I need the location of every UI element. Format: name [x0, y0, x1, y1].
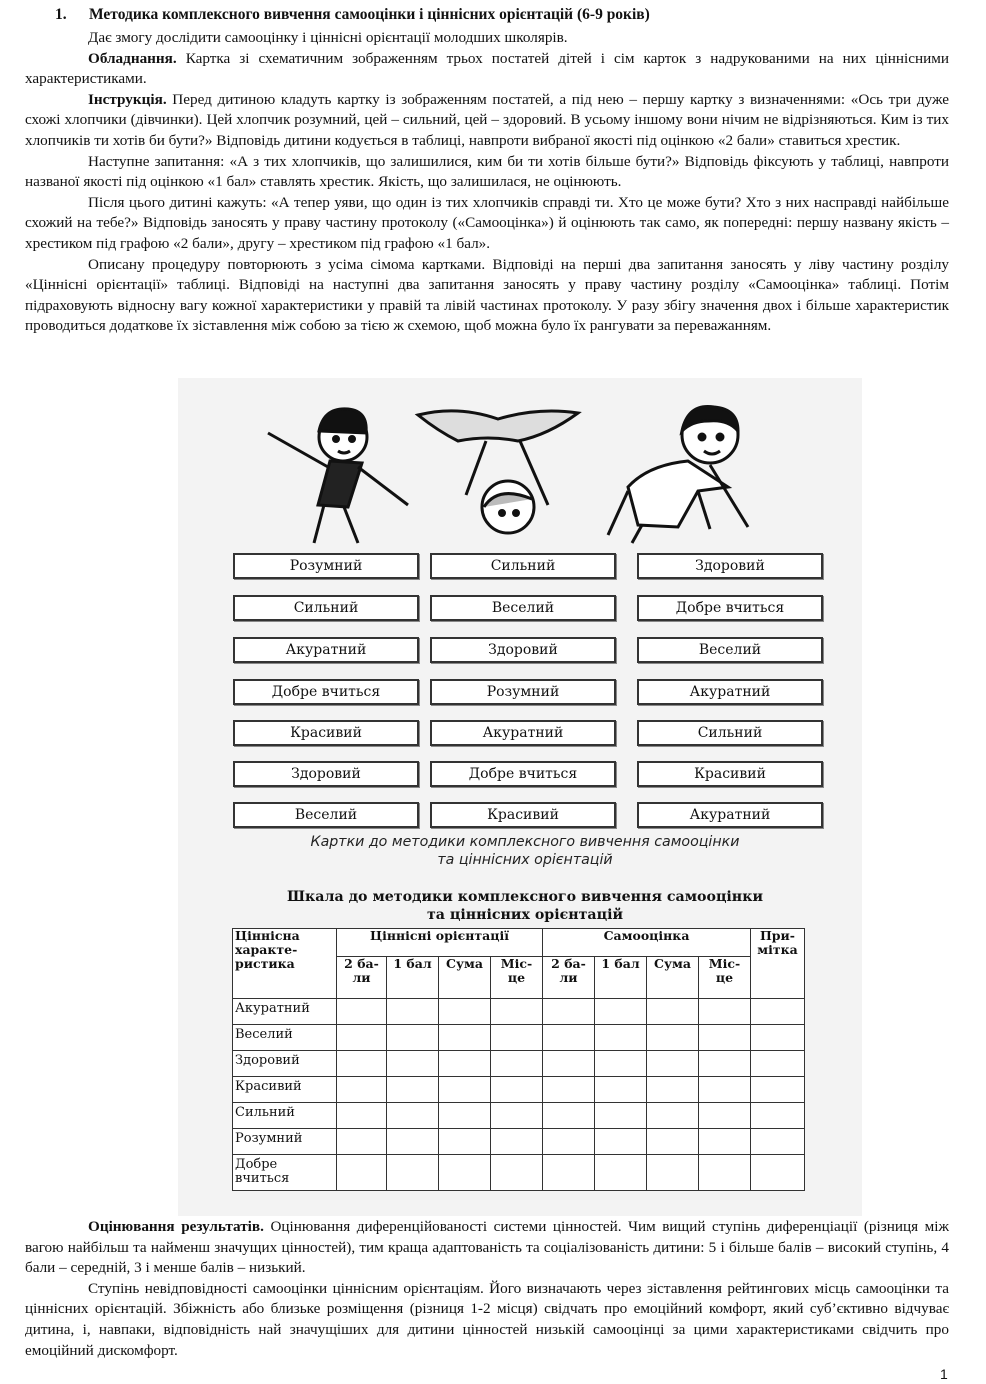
scale-title-line: Шкала до методики комплексного вивчення самооцінки: [287, 889, 763, 905]
value-card: Розумний: [430, 679, 616, 705]
paragraph: [25, 152, 949, 193]
value-card: Веселий: [430, 595, 616, 621]
paragraph-text: Оцінювання диференційованості системи цінностей. Чим вищий ступінь диференціації (різниця між вагою найбільш та найменш значущих цінностей), тим краща адаптованість та соціалізованість дитини: 5 і більше балів – високий ступінь, 4 бали – середній, 3 і менше балів – низький.: [25, 1218, 949, 1277]
value-card: Красивий: [637, 761, 823, 787]
subheader-1-point: 1 бал: [387, 957, 439, 999]
table-row: [233, 999, 805, 1025]
table-row: [233, 1155, 805, 1191]
value-card: Красивий: [233, 720, 419, 746]
results-text: [25, 1217, 949, 1361]
table-row: [233, 1077, 805, 1103]
value-card: Здоровий: [233, 761, 419, 787]
row-label: Сильний: [233, 1103, 337, 1129]
paragraph: [25, 193, 949, 255]
subheader-sum: Сума: [439, 957, 491, 999]
value-card: Сильний: [637, 720, 823, 746]
value-card: Акуратний: [233, 637, 419, 663]
value-card: Сильний: [430, 553, 616, 579]
table-row: [233, 1051, 805, 1077]
paragraph: [25, 49, 949, 90]
subheader-1-point: 1 бал: [595, 957, 647, 999]
paragraph-text: Перед дитиною кладуть картку із зображенням постатей, а під нею – першу картку з визначеннями: «Ось три дуже схожі хлопчики (дівчинки). Цей хлопчик розумний, цей – сильний, цей – здоровий. В усьому іншому вони нічим не відрізняються. Ким із тих хлопчиків ти хотів би бути?» Відповідь дитини кодується в таблиці, навпроти вибраної якості під оцінкою «2 бали» ставиться хрестик.: [25, 90, 949, 149]
subheader-sum: Сума: [647, 957, 699, 999]
subheader-2-points: 2 ба-ли: [337, 957, 387, 999]
cards-caption: [230, 833, 820, 869]
paragraph-lead: Обладнання.: [88, 49, 177, 67]
value-card: Веселий: [233, 802, 419, 828]
table-row: [233, 1025, 805, 1051]
page-number: 1: [940, 1366, 948, 1382]
row-label: Здоровий: [233, 1051, 337, 1077]
row-label: Розумний: [233, 1129, 337, 1155]
header-characteristic: Ціннісна характе-ристика: [233, 929, 337, 999]
table-row: [233, 1129, 805, 1155]
scale-title-line: та ціннісних орієнтацій: [426, 907, 624, 923]
caption-line: та ціннісних орієнтацій: [437, 852, 613, 868]
paragraph-text: Наступне запитання: «А з тих хлопчиків, що залишилися, ким би ти хотів більше бути?» Відповідь фіксують у таблиці, навпроти названої якості під оцінкою «1 бал» ставлять хрестик. Якість, що залишилася, не оцінюють.: [25, 152, 949, 191]
header-note: При-мітка: [751, 929, 805, 999]
table-row: [233, 1103, 805, 1129]
value-card: Акуратний: [430, 720, 616, 746]
value-card: Розумний: [233, 553, 419, 579]
children-figures-illustration: [258, 395, 778, 545]
scale-title: [230, 888, 820, 924]
child-figure-middle: [418, 411, 578, 533]
paragraph-text: Картка зі схематичним зображенням трьох постатей дітей і сім карток з надрукованими на них ціннісними характеристиками.: [25, 49, 949, 88]
header-self-assessment: Самооцінка: [543, 929, 751, 957]
paragraph: [25, 1279, 949, 1361]
value-card: Добре вчиться: [637, 595, 823, 621]
subheader-place: Міс-це: [699, 957, 751, 999]
paragraph-text: Після цього дитині кажуть: «А тепер уяви, що один із тих хлопчиків справді ти. Хто це може бути? Хто з них насправді найбільше схожий на тебе?» Відповідь заносять у праву частину протоколу («Самооцінка») й оцінюють так само, як попередні: першу названу якість – хрестиком під графою «2 бали», другу – хрестиком під графою «1 бал».: [25, 193, 949, 252]
paragraph: [25, 90, 949, 152]
paragraph-lead: Інструкція.: [88, 90, 167, 108]
value-card: Здоровий: [430, 637, 616, 663]
value-card: Сильний: [233, 595, 419, 621]
value-card: Здоровий: [637, 553, 823, 579]
header-value-orientations: Ціннісні орієнтації: [337, 929, 543, 957]
heading-title: Методика комплексного вивчення самооцінки і ціннісних орієнтацій (6-9 років): [89, 6, 650, 23]
paragraph: [25, 28, 949, 49]
section-heading: [55, 6, 650, 24]
child-figure-right: [608, 407, 748, 544]
paragraph: [25, 1217, 949, 1279]
paragraph-text: Описану процедуру повторюють з усіма сімома картками. Відповіді на перші два запитання заносять у ліву частину розділу «Ціннісні орієнтації» таблиці. Відповіді на наступні два запитання заносять у праву частину розділу «Самооцінка» таблиці. Потім підраховують відносну вагу кожної характеристики у правій та лівій частинах протоколу. У разу збігу значення двох і більше характеристик проводиться додаткове їх зіставлення між собою за тією ж схемою, щоб можна було їх рангувати за переважанням.: [25, 255, 949, 335]
paragraph-text: Ступінь невідповідності самооцінки ціннісним орієнтаціям. Його визначають через зіставлення рейтингових місць самооцінки та ціннісних орієнтацій. Збіжність або близьке розміщення (різниця 1-2 місця) свідчать про емоційний комфорт, який суб’єктивно відчуває дитина, і, навпаки, відповідність най значущіших для дитини цінностей низькій самооцінці за цими характеристиками свідчить про емоційний дискомфорт.: [25, 1279, 949, 1359]
heading-number: 1.: [55, 6, 67, 23]
subheader-place: Міс-це: [491, 957, 543, 999]
row-label: Веселий: [233, 1025, 337, 1051]
intro-text: [25, 28, 949, 337]
value-card: Акуратний: [637, 802, 823, 828]
paragraph-lead: Оцінювання результатів.: [88, 1218, 264, 1235]
value-card: Веселий: [637, 637, 823, 663]
value-card: Добре вчиться: [430, 761, 616, 787]
value-card: Добре вчиться: [233, 679, 419, 705]
caption-line: Картки до методики комплексного вивчення самооцінки: [310, 834, 740, 850]
paragraph-text: Дає змогу дослідити самооцінку і ціннісні орієнтації молодших школярів.: [88, 29, 568, 46]
subheader-2-points: 2 ба-ли: [543, 957, 595, 999]
row-label: Красивий: [233, 1077, 337, 1103]
paragraph: [25, 255, 949, 337]
row-label: Акуратний: [233, 999, 337, 1025]
value-card: Акуратний: [637, 679, 823, 705]
child-figure-left: [268, 409, 408, 543]
row-label: Добре вчиться: [233, 1155, 337, 1191]
scale-table: [232, 928, 805, 1191]
value-card: Красивий: [430, 802, 616, 828]
